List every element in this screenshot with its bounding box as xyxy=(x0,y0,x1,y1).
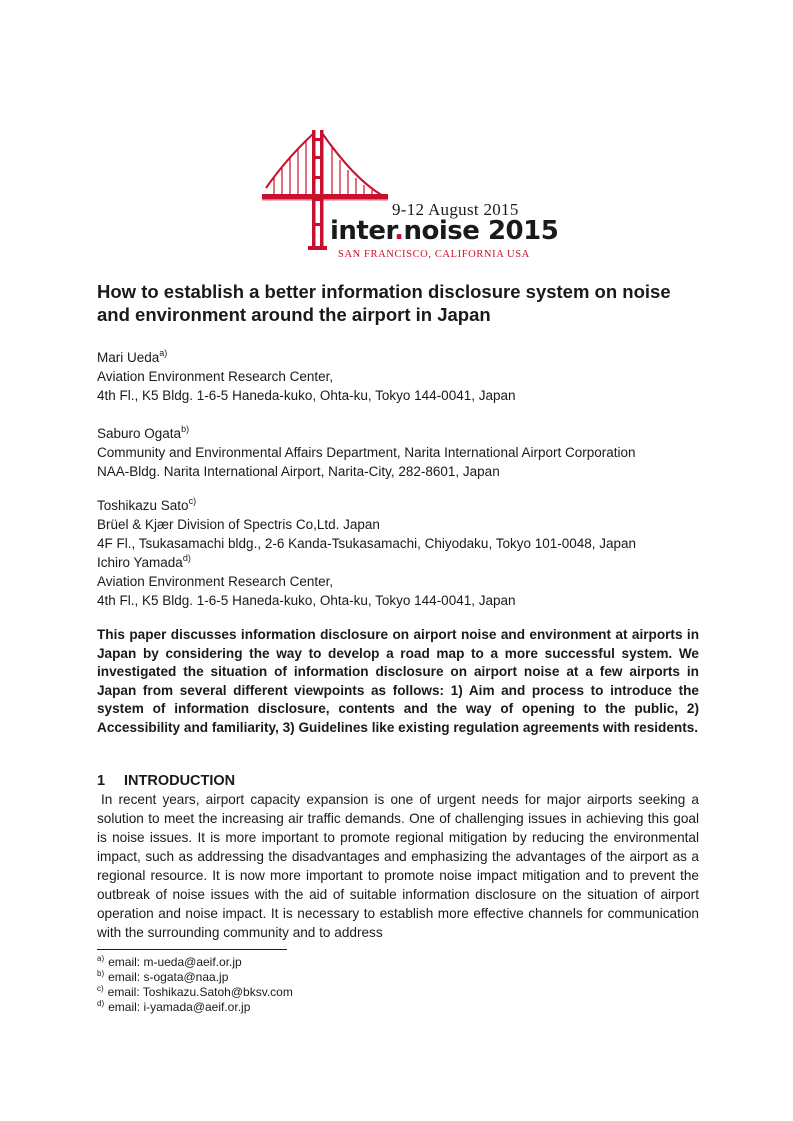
author-address: 4th Fl., K5 Bldg. 1-6-5 Haneda-kuko, Ohta-ku, Tokyo 144-0041, Japan xyxy=(97,593,516,608)
conference-name-dot: . xyxy=(394,216,404,246)
author-name: Ichiro Yamada$^{d)}$ xyxy=(97,553,191,570)
footnote-email: email: i-yamada@aeif.or.jp xyxy=(108,1000,251,1014)
section-title: INTRODUCTION xyxy=(124,773,236,789)
footnote-email: email: Toshikazu.Satoh@bksv.com xyxy=(107,985,293,999)
footnote-email: email: m-ueda@aeif.or.jp xyxy=(108,955,242,969)
affiliation-mark: c) xyxy=(188,496,197,506)
author-affiliation: Aviation Environment Research Center, xyxy=(97,369,334,384)
author-affiliation: Community and Environmental Affairs Department, Narita International Airport Corporation xyxy=(97,445,636,460)
footnote-divider xyxy=(97,949,287,950)
footnote: $^{c)}$ email: Toshikazu.Satoh@bksv.com xyxy=(97,984,293,999)
footnote: $^{b)}$ email: s-ogata@naa.jp xyxy=(97,969,229,984)
conference-date: 9-12 August 2015 xyxy=(392,200,519,219)
affiliation-mark: b) xyxy=(181,424,190,434)
conference-name xyxy=(330,216,558,246)
footnote: $^{a)}$ email: m-ueda@aeif.or.jp xyxy=(97,954,242,969)
author-name: Saburo Ogata$^{b)}$ xyxy=(97,424,190,441)
introduction-paragraph: In recent years, airport capacity expansion is one of urgent needs for major airports seeking a solution to meet the increasing air traffic demands. One of challenging issues in achieving this goal is noise issues. It is more important to promote regional mitigation by reducing the environmental impact, such as addressing the disadvantages and emphasizing the advantages of the airport as a regional resource. It is now more important to promote noise impact mitigation and to prevent the outbreak of noise issues with the aid of suitable information disclosure on the situation of airport operation and noise impact. It is necessary to establish more effective channels for communication with the surrounding community and to address xyxy=(97,792,699,940)
author-name: Mari Ueda$^{a)}$ xyxy=(97,348,168,365)
abstract: This paper discusses information disclosure on airport noise and environment at airports in Japan by considering the way to develop a road map to a more successful system. We investigated the situation of information disclosure on airport noise at a few airports in Japan from several different viewpoints as follows: 1) Aim and process to introduce the system of information disclosure, contents and the way of opening to the public, 2) Accessibility and familiarity, 3) Guidelines like existing regulation agreements with residents. xyxy=(97,627,699,735)
conference-logo xyxy=(262,128,559,263)
author-block-2 xyxy=(97,424,717,481)
author-affiliation: Aviation Environment Research Center, xyxy=(97,574,334,589)
author-name: Toshikazu Sato$^{c)}$ xyxy=(97,496,197,513)
footnote: $^{d)}$ email: i-yamada@aeif.or.jp xyxy=(97,999,251,1014)
section-number: 1 xyxy=(97,773,106,789)
affiliation-mark: d) xyxy=(182,553,191,563)
author-address: 4F Fl., Tsukasamachi bldg., 2-6 Kanda-Tsukasamachi, Chiyodaku, Tokyo 101-0048, Japan xyxy=(97,536,637,551)
author-address: 4th Fl., K5 Bldg. 1-6-5 Haneda-kuko, Ohta-ku, Tokyo 144-0041, Japan xyxy=(97,388,516,403)
section-heading xyxy=(97,773,235,789)
paper-title: How to establish a better information disclosure system on noise and environment around the airport in Japan xyxy=(97,281,671,325)
conference-name-part2: noise 2015 xyxy=(403,216,559,246)
footnote-email: email: s-ogata@naa.jp xyxy=(108,970,229,984)
author-address: NAA-Bldg. Narita International Airport, Narita-City, 282-8601, Japan xyxy=(97,464,500,479)
author-affiliation: Brüel & Kjær Division of Spectris Co,Ltd. Japan xyxy=(97,517,380,532)
author-block-3 xyxy=(97,496,717,610)
author-block-1 xyxy=(97,348,717,405)
footnotes xyxy=(97,955,293,1015)
conference-name-part1: inter xyxy=(330,216,395,246)
affiliation-mark: a) xyxy=(159,348,168,358)
conference-location: SAN FRANCISCO, CALIFORNIA USA xyxy=(338,249,530,260)
